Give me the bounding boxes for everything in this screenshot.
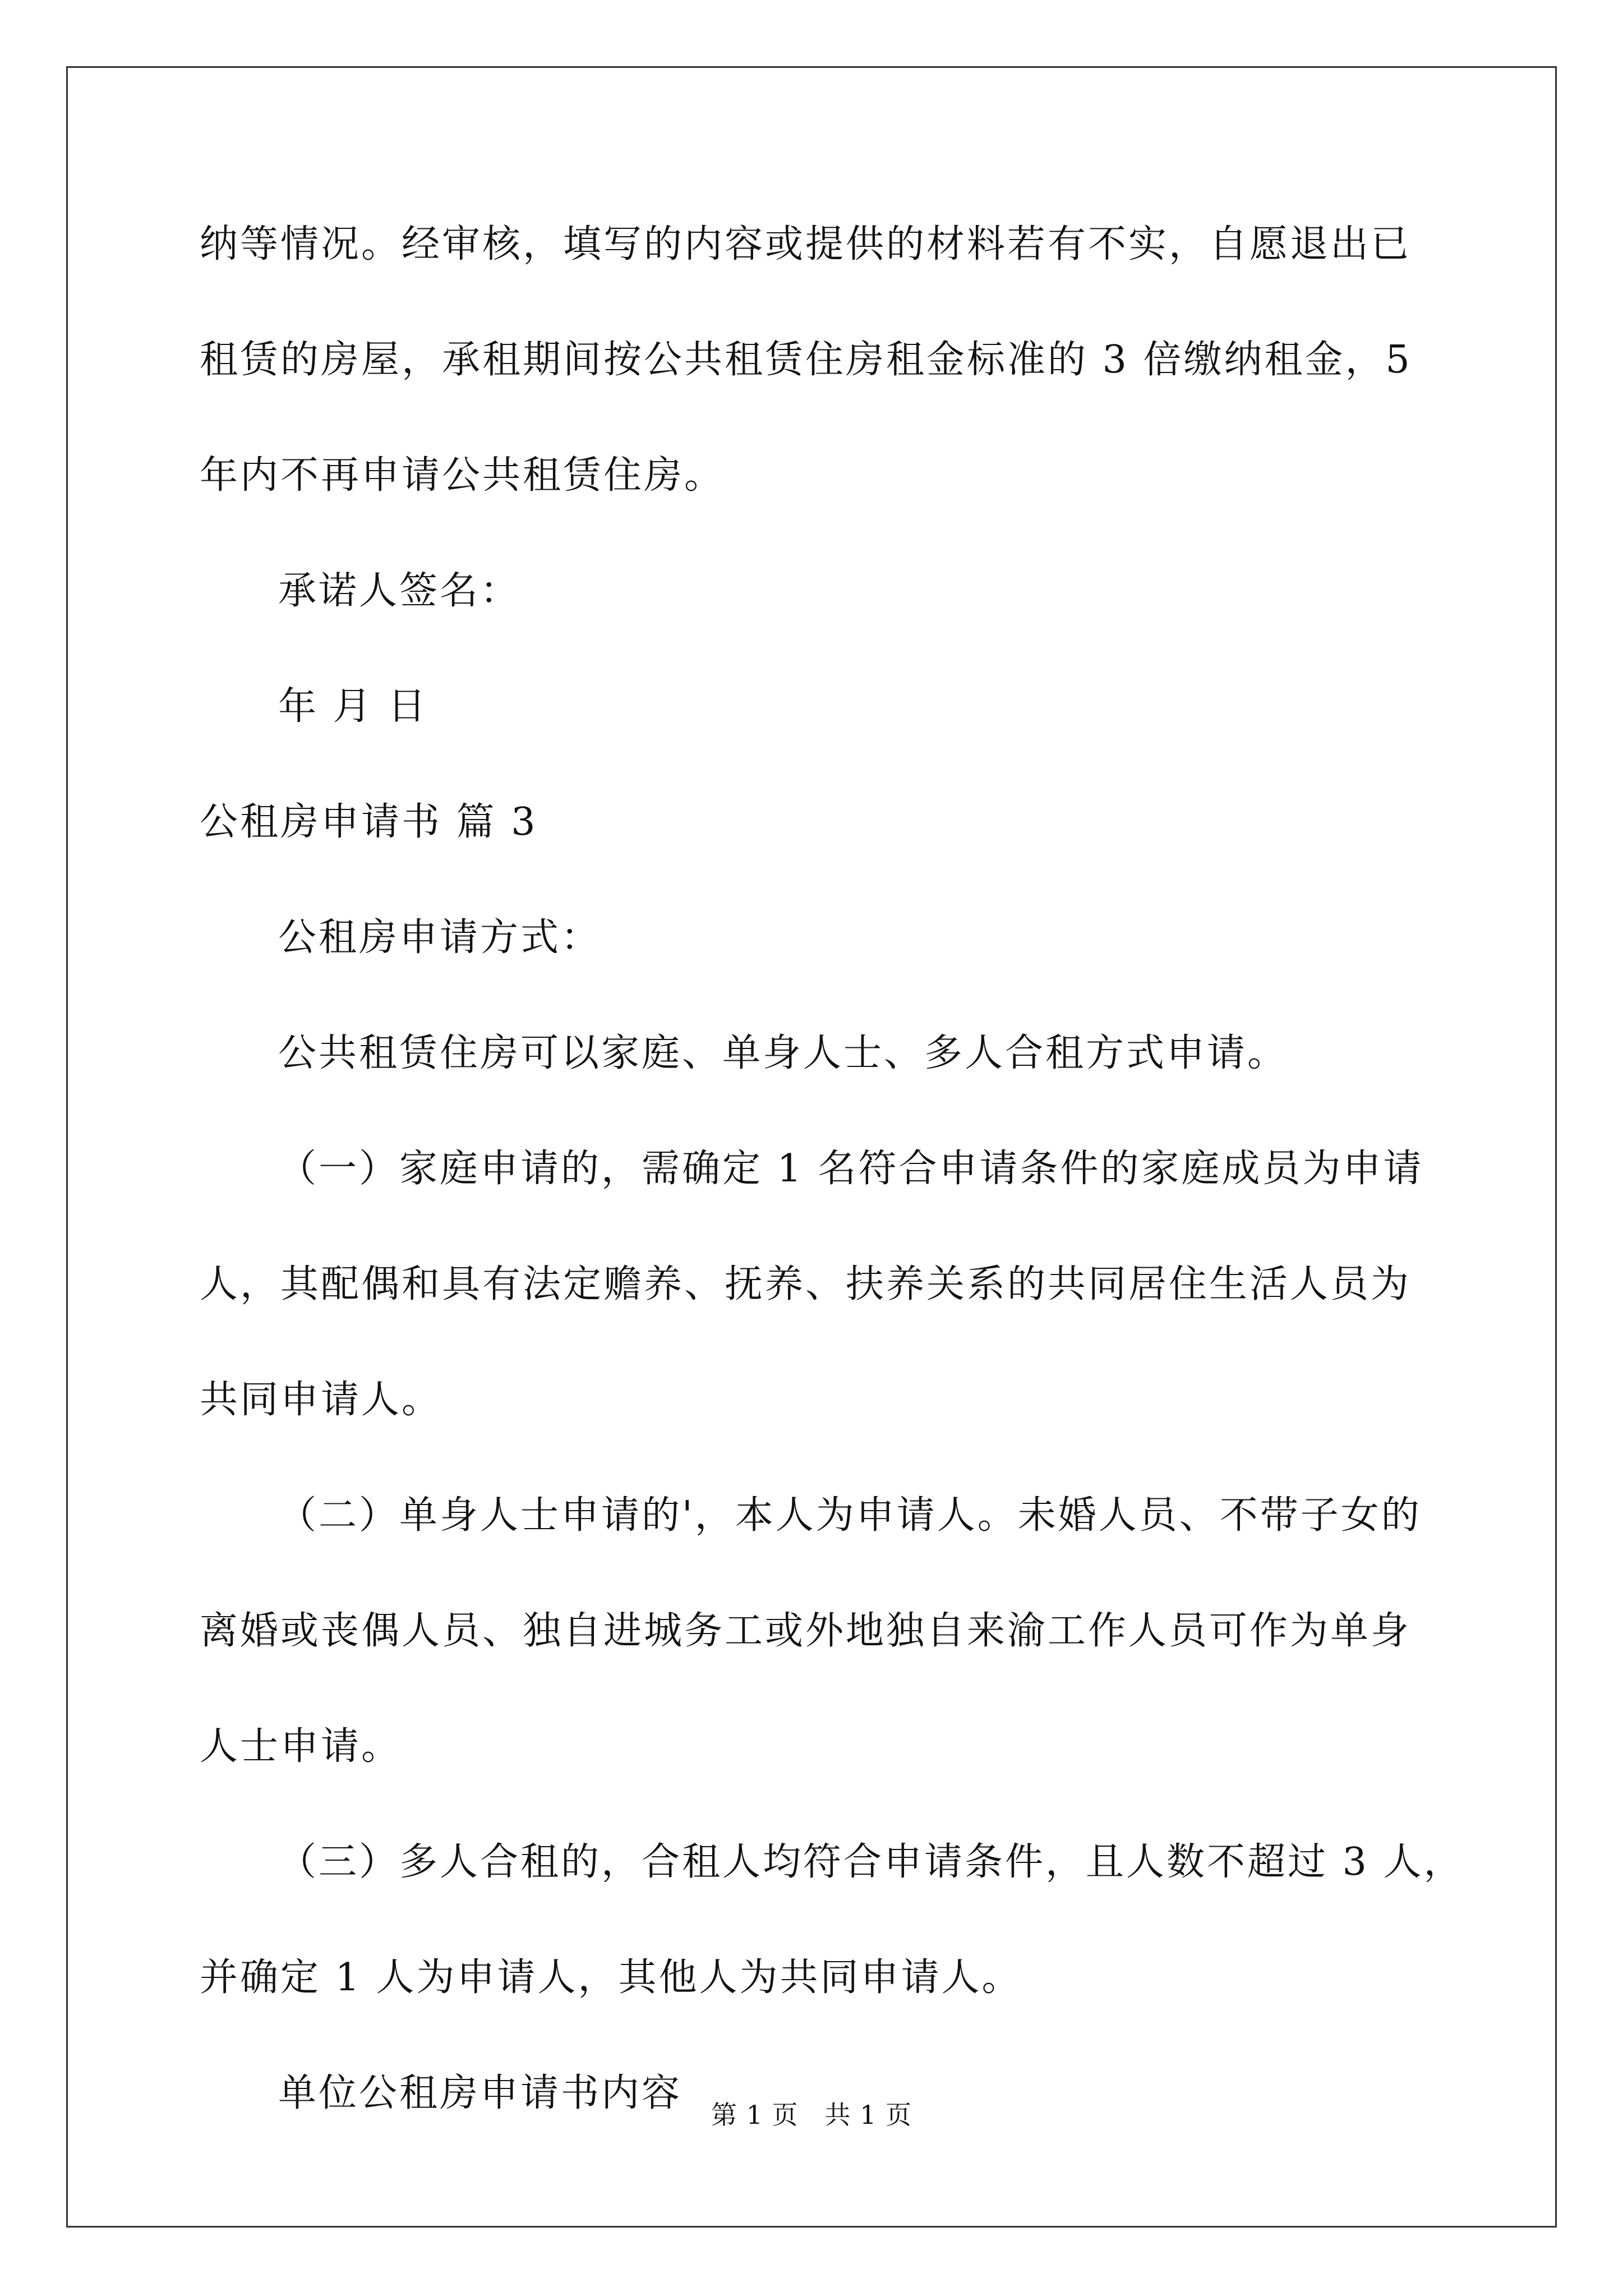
paragraph-line: （二）单身人士申请的'，本人为申请人。未婚人员、不带子女的: [278, 1493, 1422, 1538]
paragraph-line: 共同申请人。: [200, 1378, 442, 1422]
paragraph-line: 并确定 1 人为申请人，其他人为共同申请人。: [200, 1955, 1022, 2000]
date-line: 年 月 日: [278, 684, 428, 729]
paragraph-line: 人士申请。: [200, 1724, 402, 1769]
section-heading: 公租房申请书 篇 3: [200, 800, 538, 844]
paragraph-line: 公共租赁住房可以家庭、单身人士、多人合租方式申请。: [278, 1031, 1288, 1075]
signature-label: 承诺人签名：: [278, 569, 521, 613]
paragraph-line: 人，其配偶和具有法定赡养、抚养、扶养关系的共同居住生活人员为: [200, 1262, 1412, 1306]
paragraph-line: 离婚或丧偶人员、独自进城务工或外地独自来渝工作人员可作为单身: [200, 1609, 1412, 1653]
paragraph-line: 单位公租房申请书内容: [278, 2071, 683, 2115]
paragraph-line: （三）多人合租的，合租人均符合申请条件，且人数不超过 3 人，: [278, 1840, 1464, 1884]
paragraph-line: 公租房申请方式：: [278, 915, 602, 960]
paragraph-line: 年内不再申请公共租赁住房。: [200, 453, 725, 498]
paragraph-line: 租赁的房屋，承租期间按公共租赁住房租金标准的 3 倍缴纳租金，5: [200, 338, 1412, 382]
paragraph-line: 纳等情况。经审核，填写的内容或提供的材料若有不实，自愿退出已: [200, 222, 1412, 266]
paragraph-line: （一）家庭申请的，需确定 1 名符合申请条件的家庭成员为申请: [278, 1147, 1424, 1191]
page-footer: 第 1 页 共 1 页: [711, 2100, 912, 2130]
